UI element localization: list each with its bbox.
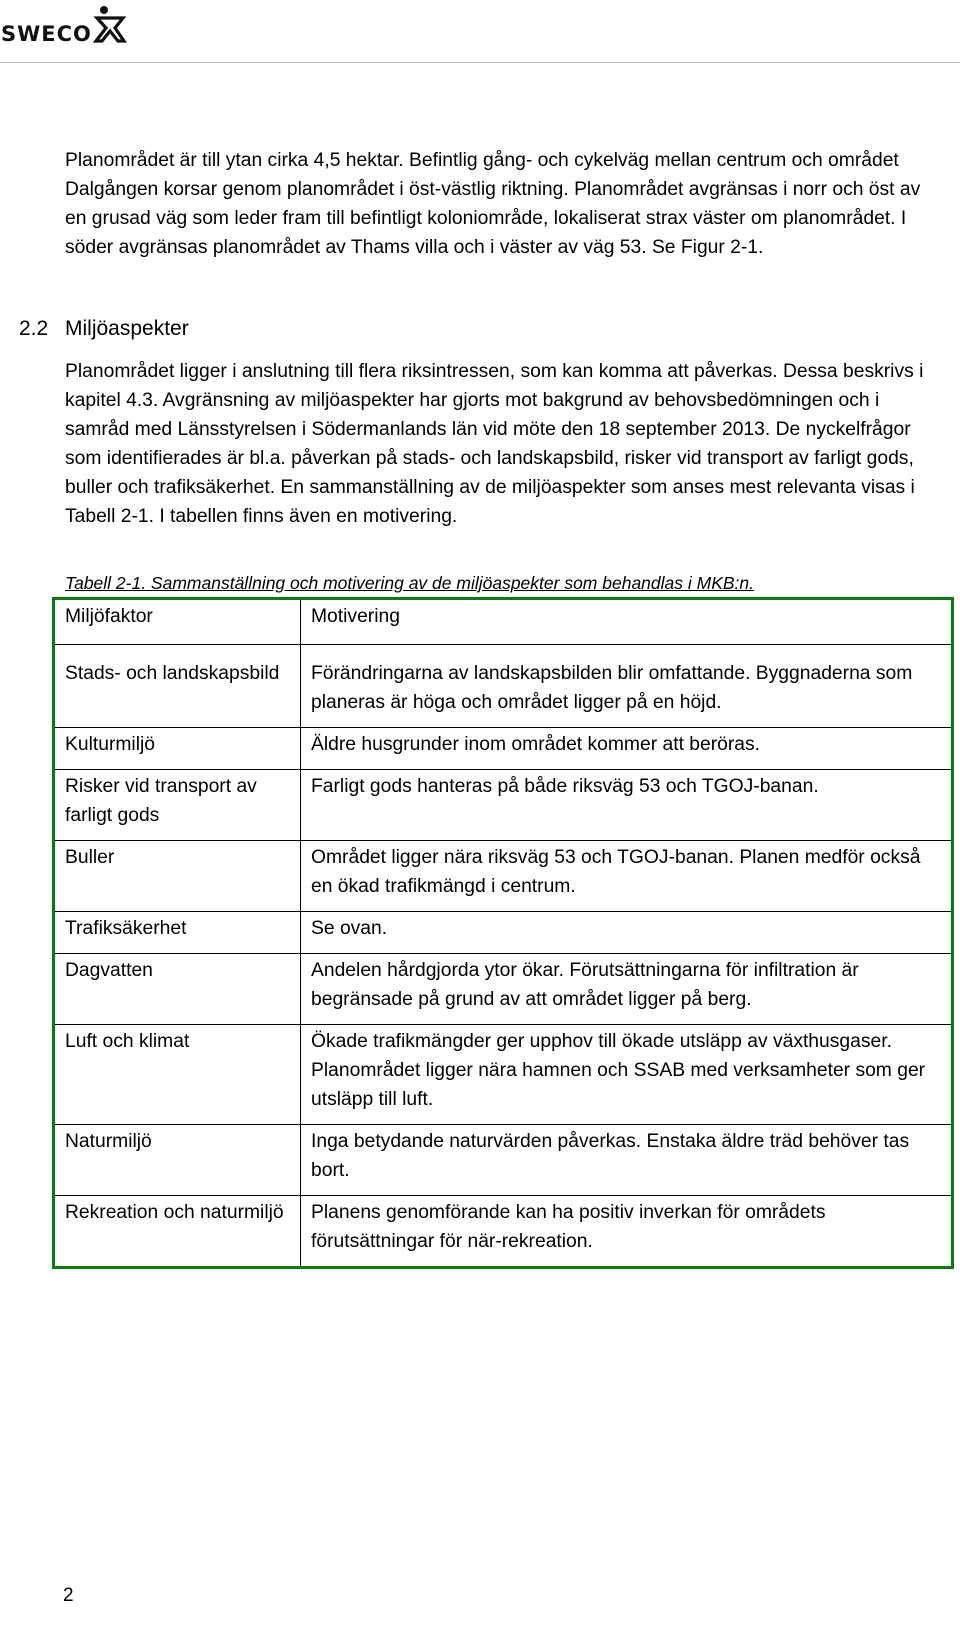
miljoaspekter-table (52, 597, 954, 1269)
motivation-cell: Äldre husgrunder inom området kommer att beröras. (301, 728, 953, 770)
table-row (54, 954, 953, 1025)
sweco-logo (0, 4, 140, 48)
motivation-cell: Inga betydande naturvärden påverkas. Enstaka äldre träd behöver tas bort. (301, 1125, 953, 1196)
table-row (54, 728, 953, 770)
factor-cell: Rekreation och naturmiljö (54, 1196, 301, 1268)
motivation-cell: Farligt gods hanteras på både riksväg 53 och TGOJ-banan. (301, 770, 953, 841)
intro-paragraph: Planområdet är till ytan cirka 4,5 hektar. Befintlig gång- och cykelväg mellan centrum och området Dalgången korsar genom planområdet i öst-västlig riktning. Planområdet avgränsas i norr och öst av en grusad väg som leder fram till befintligt koloniområde, lokaliserat strax väster om planområdet. I söder avgränsas planområdet av Thams villa och i väster av väg 53. Se Figur 2-1. (65, 150, 921, 258)
sweco-logo-icon (93, 4, 129, 44)
section-title: Miljöaspekter (65, 317, 189, 340)
factor-cell: Stads- och landskapsbild (54, 645, 301, 728)
factor-cell: Luft och klimat (54, 1025, 301, 1125)
table-header-row (54, 599, 953, 645)
table-caption: Tabell 2-1. Sammanställning och motivering av de miljöaspekter som behandlas i MKB:n. (65, 573, 755, 593)
table-row (54, 645, 953, 728)
table-row (54, 1196, 953, 1268)
motivation-cell: Förändringarna av landskapsbilden blir omfattande. Byggnaderna som planeras är höga och området ligger på en höjd. (301, 645, 953, 728)
factor-cell: Buller (54, 841, 301, 912)
motivation-cell: Se ovan. (301, 912, 953, 954)
page-header (0, 0, 960, 64)
factor-cell: Naturmiljö (54, 1125, 301, 1196)
table-row (54, 770, 953, 841)
motivation-cell: Planens genomförande kan ha positiv inverkan för områdets förutsättningar för när-rekreation. (301, 1196, 953, 1268)
factor-cell: Risker vid transport av farligt gods (54, 770, 301, 841)
factor-cell: Kulturmiljö (54, 728, 301, 770)
section-number: 2.2 (19, 317, 49, 340)
motivation-cell: Ökade trafikmängder ger upphov till ökade utsläpp av växthusgaser. Planområdet ligger nära hamnen och SSAB med verksamheter som ger utsläpp till luft. (301, 1025, 953, 1125)
page-number: 2 (63, 1585, 74, 1606)
factor-cell: Trafiksäkerhet (54, 912, 301, 954)
column-header-factor: Miljöfaktor (54, 599, 301, 645)
section-paragraph: Planområdet ligger i anslutning till flera riksintressen, som kan komma att påverkas. Dessa beskrivs i kapitel 4.3. Avgränsning av miljöaspekter har gjorts mot bakgrund av behovsbedömningen och i samråd med Länsstyrelsen i Södermanlands län vid möte den 18 september 2013. De nyckelfrågor som identifierades är bl.a. påverkan på stads- och landskapsbild, risker vid transport av farligt gods, buller och trafiksäkerhet. En sammanställning av de miljöaspekter som anses mest relevanta visas i Tabell 2-1. I tabellen finns även en motivering. (65, 361, 924, 527)
table-row (54, 841, 953, 912)
table-row (54, 912, 953, 954)
motivation-cell: Andelen hårdgjorda ytor ökar. Förutsättningarna för infiltration är begränsade på grund av att området ligger på berg. (301, 954, 953, 1025)
section-heading (19, 314, 189, 344)
table-row (54, 1125, 953, 1196)
header-divider (0, 62, 960, 63)
factor-cell: Dagvatten (54, 954, 301, 1025)
motivation-cell: Området ligger nära riksväg 53 och TGOJ-banan. Planen medför också en ökad trafikmängd i centrum. (301, 841, 953, 912)
logo-text: SWECO (1, 22, 92, 46)
table-row (54, 1025, 953, 1125)
column-header-motivation: Motivering (301, 599, 953, 645)
